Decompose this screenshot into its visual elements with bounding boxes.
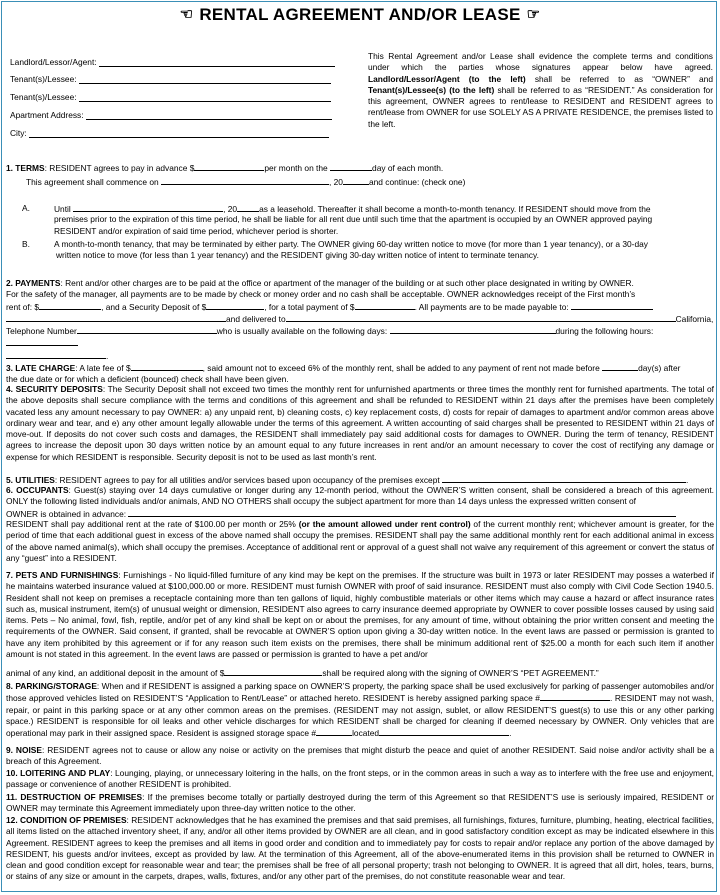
landlord-input-line[interactable] — [99, 66, 335, 67]
late-fee-blank[interactable] — [131, 362, 203, 371]
intro-text-3: shall be referred to as “RESIDENT.” As consideration for this agreement, OWNER agrees to rent/lease to RESIDENT and RESIDENT agrees to rent/lease from OWNER for use SOLELY AS A PRIVATE RESIDENCE, the premises listed to the left. — [368, 84, 713, 129]
option-a-leasehold: as a leasehold. Thereafter it shall become a month-to-month tenancy. If RESIDENT should move from the — [259, 204, 651, 214]
tenant-field-2[interactable] — [10, 92, 331, 102]
payments-line-5 — [6, 325, 714, 350]
payments-text: , for a total payment of $ — [264, 301, 355, 312]
payments-text: during the following hours: — [555, 326, 654, 337]
intro-paragraph — [368, 51, 713, 130]
payable-to-blank[interactable] — [571, 301, 653, 310]
utilities-text: : RESIDENT agrees to pay for all utilities and/or services based upon occupancy of the premises except — [54, 475, 440, 485]
utilities-except-blank[interactable] — [442, 474, 689, 485]
payments-text: . All payments are to be made payable to: — [414, 301, 569, 312]
available-days-blank[interactable] — [390, 325, 556, 334]
payments-text: rent of: $ — [6, 301, 40, 312]
landlord-field[interactable] — [10, 57, 335, 67]
section-occupants — [6, 485, 714, 508]
occupants-rent-text: RESIDENT shall pay additional rent at the rate of $100.00 per month or 25% — [6, 519, 299, 529]
intro-bold-2: Tenant(s)/Lessee(s) (to the left) — [368, 84, 495, 95]
option-b-label: B. — [22, 239, 30, 249]
terms-line-2 — [6, 176, 712, 188]
parking-heading: 8. PARKING/STORAGE — [6, 681, 97, 691]
deposits-text: : The Security Deposit shall not exceed two times the monthly rent for unfurnished apartments or three times the monthly rent for furnished apartments. The total of the above deposits shall secure compliance with the terms and conditions of this agreement and shall be refunded to RESIDENT within 21 days after the premises have been completely vacated less any amount necessary to pay OWNER: a) any unpaid rent, b) cleaning costs, c) key replacement costs, d) costs for repair of damages to apartment and/or common areas above ordinary wear and tear, and e) any other amount legally allowable under the terms of this agreement. A written accounting of said charges shall be presented to RESIDENT within 21 days of move-out. If deposits do not cover such costs and damages, the RESIDENT shall immediately pay said additional costs for damages to OWNER. During the term of tenancy, RESIDENT agrees to increase the deposit upon 30 days written notice by an amount equal to any future increases in rent and/or an amount necessary to cover the cost of rectifying any damage or expense for which RESIDENT is responsible. Security deposit is not to be used as last month’s rent. — [6, 384, 714, 462]
destruction-text: : If the premises become totally or partially destroyed during the term of this Agreement so that RESIDENT’S use is seriously impaired, RESIDENT or OWNER may terminate this Agreement immediately upon three-day written notice to the other. — [6, 792, 714, 814]
first-rent-blank[interactable] — [39, 301, 101, 310]
occupants-rent-bold: (or the amount allowed under rent control) — [298, 519, 471, 529]
late-text: day(s) after — [638, 363, 681, 373]
noise-heading: 9. NOISE — [6, 745, 42, 755]
city-label: City: — [10, 128, 27, 138]
terms-text: and continue: (check one) — [368, 177, 466, 188]
option-a-line-1 — [22, 203, 712, 214]
option-a[interactable] — [22, 203, 712, 237]
payee-name-blank[interactable] — [6, 313, 226, 322]
payments-text: : Rent and/or other charges are to be paid at the office or apartment of the manager of the building or at such other place designated in writing by OWNER. — [60, 278, 634, 288]
rent-amount-blank[interactable] — [194, 162, 264, 171]
loitering-heading: 10. LOITERING AND PLAY — [6, 768, 111, 778]
payments-line-2: For the safety of the manager, all payments are to be made by check or money order and no cash shall be acceptable. OWNER acknowledges receipt of the First month’s — [6, 289, 636, 300]
pets-deposit-text: animal of any kind, an additional deposit in the amount of $ — [6, 668, 225, 678]
section-condition — [6, 815, 714, 883]
storage-location-blank[interactable] — [379, 727, 512, 739]
tenant-field-1[interactable] — [10, 74, 331, 84]
landlord-label: Landlord/Lessor/Agent: — [10, 57, 97, 67]
option-a-line-3: RESIDENT and/or expiration of said time period, whichever period is shorter. — [54, 225, 339, 236]
city-input-line[interactable] — [29, 137, 329, 138]
payments-text: who is usually available on the following days: — [216, 326, 388, 337]
occupants-text: : Guest(s) staying over 14 days cumulative or longer during any 12-month period, without the OWNER’S written consent, shall be considered a breach of this agreement. ONLY the following listed individuals and/or animals, AND NO OTHERS shall occupy the subject apartment for more than 14 days unless the expressed written consent of — [6, 485, 714, 507]
total-payment-blank[interactable] — [355, 301, 415, 310]
hours-continued-blank[interactable] — [6, 350, 109, 361]
section-noise — [6, 745, 714, 768]
section-destruction — [6, 792, 714, 815]
option-a-until: Until — [54, 204, 71, 214]
section-parking — [6, 681, 714, 739]
terms-text: , 20 — [329, 177, 343, 188]
late-line-2: the due date or for which a deficient (bounced) check shall have been given. — [6, 374, 289, 385]
document-title — [0, 5, 720, 25]
occupants-rent-text-2: of the current monthly rent; whichever amount is greater, for the period of time that each additional guest in excess of the above named shall occupy the premises. RESIDENT shall pay the same additional monthly rent for each additional animal in excess of the above named animal(s), which shall occupy the premises. Acceptance of additional rent or approval of a guest shall not waive any requirement of this agreement or convert the status of any “guest” into a RESIDENT. — [6, 519, 714, 563]
parking-end: . — [509, 728, 512, 739]
pets-heading: 7. PETS AND FURNISHINGS — [6, 570, 119, 580]
parking-text: : When and if RESIDENT is assigned a parking space on OWNER’S property, the parking space shall be used exclusively for parking of passenger automobiles and/or those approved vehicles listed on RESIDENT’S “Application to Rent/Lease” or attached hereto. RESIDENT is hereby assigned parking space # — [6, 681, 714, 704]
noise-text: : RESIDENT agrees not to cause or allow any noise or activity on the premises that might disturb the peace and quiet of another RESIDENT. Said noise and/or activity shall be a breach of this Agreement. — [6, 745, 715, 767]
address-label: Apartment Address: — [10, 110, 84, 120]
commence-year-blank[interactable] — [343, 176, 369, 185]
intro-text-1: This Rental Agreement and/or Lease shall evidence the complete terms and conditions under which the parties whose signatures appear below have agreed. — [368, 51, 713, 73]
destruction-heading: 11. DESTRUCTION OF PREMISES — [6, 792, 143, 802]
option-a-label: A. — [22, 203, 30, 213]
section-pets — [6, 570, 714, 660]
parking-text-2: . RESIDENT may not wash, repair, or paint in this parking space or at any other common areas on the premises. (RESIDENT may not assign, sublet, or allow RESIDENT’S guest(s) to use this or any other parking space.) RESIDENT is responsible for oil leaks and other vehicle discharges for which RESIDENT shall be charged for cleaning if deemed necessary by OWNER. Only vehicles that are operational may park in their assigned space. Resident is assigned storage space # — [6, 693, 714, 739]
pets-agreement-text: shall be required along with the signing of OWNER’S “PET AGREEMENT.” — [322, 668, 599, 678]
payments-text: Telephone Number — [6, 326, 77, 337]
tenant-label-1: Tenant(s)/Lessee: — [10, 74, 77, 84]
option-b-text: A month-to-month tenancy, that may be terminated by either party. The OWNER giving 60-day written notice to move (for more than 1 year tenancy), or a 30-day — [54, 239, 648, 249]
terms-text: This agreement shall commence on — [26, 177, 159, 188]
option-a-line-2: premises prior to the expiration of this time period, he shall be liable for all rent due until such time that the apartment is occupied by an OWNER approved paying — [54, 214, 653, 225]
utilities-heading: 5. UTILITIES — [6, 475, 55, 485]
terms-text: per month on the — [264, 163, 328, 173]
payments-text: . — [106, 350, 109, 361]
storage-space-blank[interactable] — [316, 727, 352, 736]
hand-pointing-icon: ☜ — [179, 6, 194, 23]
payments-text: California, — [675, 313, 714, 324]
condition-heading: 12. CONDITION OF PREMISES — [6, 815, 127, 825]
condition-text: : RESIDENT acknowledges that he has examined the premises and that said premises, all furnishings, fixtures, furniture, plumbing, heating, electrical facilities, all items listed on the attached inventory sheet, if any, and/or all other items provided by OWNER are all clean, and in good satisfactory condition except as may be indicated elsewhere in this Agreement. RESIDENT agrees to keep the premises and all items in good order and condition and to immediately pay for costs to repair and/or replace any portion of the above damaged by RESIDENT, his guests and/or invitees, except as provided by law. At the termination of this Agreement, all of the above-enumerated items in this provision shall be returned to OWNER in clean and good condition except for reasonable wear and tear; the premises shall be free of all personal property; trash not belonging to OWNER. It is agreed that all dirt, holes, tears, burns, or stains of any size or amount in the carpets, drapes, walls, fixtures, and/or any other part of the premises, do not constitute reasonable wear and tear. — [6, 815, 714, 882]
occupants-heading: 6. OCCUPANTS — [6, 485, 69, 495]
option-a-year: , 20 — [223, 204, 238, 214]
payments-line-3 — [6, 301, 714, 313]
terms-heading: 1. TERMS — [6, 163, 45, 173]
parking-located: located — [352, 728, 380, 739]
section-late-charge — [6, 362, 714, 386]
deposits-heading: 4. SECURITY DEPOSITS — [6, 384, 103, 394]
tenant-input-line-2[interactable] — [79, 101, 331, 102]
intro-text-2: shall be referred to as “OWNER” and — [525, 73, 713, 84]
terms-text: : RESIDENT agrees to pay in advance $ — [44, 163, 195, 173]
parking-space-blank[interactable] — [540, 692, 610, 701]
late-heading: 3. LATE CHARGE — [6, 363, 76, 373]
section-terms — [6, 162, 712, 189]
hand-pointing-icon: ☞ — [526, 6, 541, 23]
late-line-1 — [6, 362, 714, 374]
payments-text: and delivered to — [226, 313, 286, 324]
terms-text: day of each month. — [372, 163, 444, 173]
address-field[interactable] — [10, 110, 332, 120]
payments-line-4 — [6, 313, 714, 325]
option-b-line-2: written notice to move (for less than 1 year tenancy) and the RESIDENT giving 30-day written notice of intent to terminate tenancy. — [56, 250, 539, 261]
title-text: RENTAL AGREEMENT AND/OR LEASE — [199, 5, 521, 24]
occupants-additional-rent — [6, 519, 714, 564]
utilities-end: . — [686, 475, 689, 485]
tenant-label-2: Tenant(s)/Lessee: — [10, 92, 77, 102]
option-b[interactable] — [22, 239, 712, 262]
security-deposit-blank[interactable] — [206, 301, 264, 310]
late-days-blank[interactable] — [602, 362, 638, 371]
city-field[interactable] — [10, 128, 329, 138]
address-input-line[interactable] — [86, 119, 332, 120]
option-a-text — [54, 203, 651, 215]
pets-deposit-line — [6, 667, 714, 679]
delivery-address-blank[interactable] — [286, 313, 676, 322]
terms-line-1 — [6, 162, 712, 174]
occupants-advance-text: OWNER is obtained in advance: — [6, 509, 127, 519]
payments-line-1 — [6, 278, 714, 289]
available-hours-blank[interactable] — [6, 337, 78, 346]
intro-bold-1: Landlord/Lessor/Agent (to the left) — [368, 73, 526, 84]
pet-deposit-blank[interactable] — [224, 667, 322, 676]
until-year-blank[interactable] — [237, 203, 259, 212]
section-payments — [6, 278, 714, 362]
commence-date-blank[interactable] — [161, 176, 329, 185]
section-loitering — [6, 768, 714, 791]
payments-line-6 — [6, 350, 714, 362]
late-text: , said amount not to exceed 6% of the monthly rent, shall be added to any payment of rent not made before — [202, 363, 600, 373]
option-b-line-1 — [22, 239, 712, 250]
pets-text: : Furnishings - No liquid-filled furniture of any kind may be kept on the premises. If the structure was built in 1973 or later RESIDENT may posses a waterbed if he maintains waterbed insurance valued at $100,000.00 or more. RESIDENT must furnish OWNER with proof of said insurance. RESIDENT must also comply with Civil Code Section 1940.5. Resident shall not keep on premises a receptacle containing more than ten gallons of liquid, highly combustible materials or other items which may cause a hazard or affect insurance rates such as, musical instrument, item(s) of unusual weight or dimension, RESIDENT also agrees to carry insurance deemed appropriate by OWNER to cover possible losses caused by using said items. Pets – No animal, fowl, fish, reptile, and/or pet of any kind shall be kept on or about the premises, for any amount of time, without obtaining the prior written consent and meeting the requirements of the OWNER. Said consent, if granted, shall be revocable at OWNER’S option upon giving a 30-day written notice. In the event laws are passed or permission is granted to have any item prohibited by this agreement or if for any reason such item exists on the premises, there shall be minimum additional rent of $25.00 a month for each such item if another amount is not stated in this agreement. In the event laws are passed or permission is granted to have a pet and/or — [6, 570, 714, 660]
occupants-names-blank[interactable] — [128, 508, 676, 517]
loitering-text: : Lounging, playing, or unnecessary loitering in the halls, on the front steps, or in the common areas in such a way as to interfere with the free use and enjoyment, passage or convenience of another RESIDENT is prohibited. — [6, 768, 714, 790]
late-text: : A late fee of $ — [75, 363, 131, 373]
until-date-blank[interactable] — [73, 203, 223, 212]
telephone-blank[interactable] — [77, 325, 217, 334]
rent-day-blank[interactable] — [330, 162, 372, 171]
section-security-deposits — [6, 384, 714, 463]
payments-heading: 2. PAYMENTS — [6, 278, 61, 288]
tenant-input-line-1[interactable] — [79, 83, 331, 84]
payments-text: , and a Security Deposit of $ — [101, 301, 207, 312]
